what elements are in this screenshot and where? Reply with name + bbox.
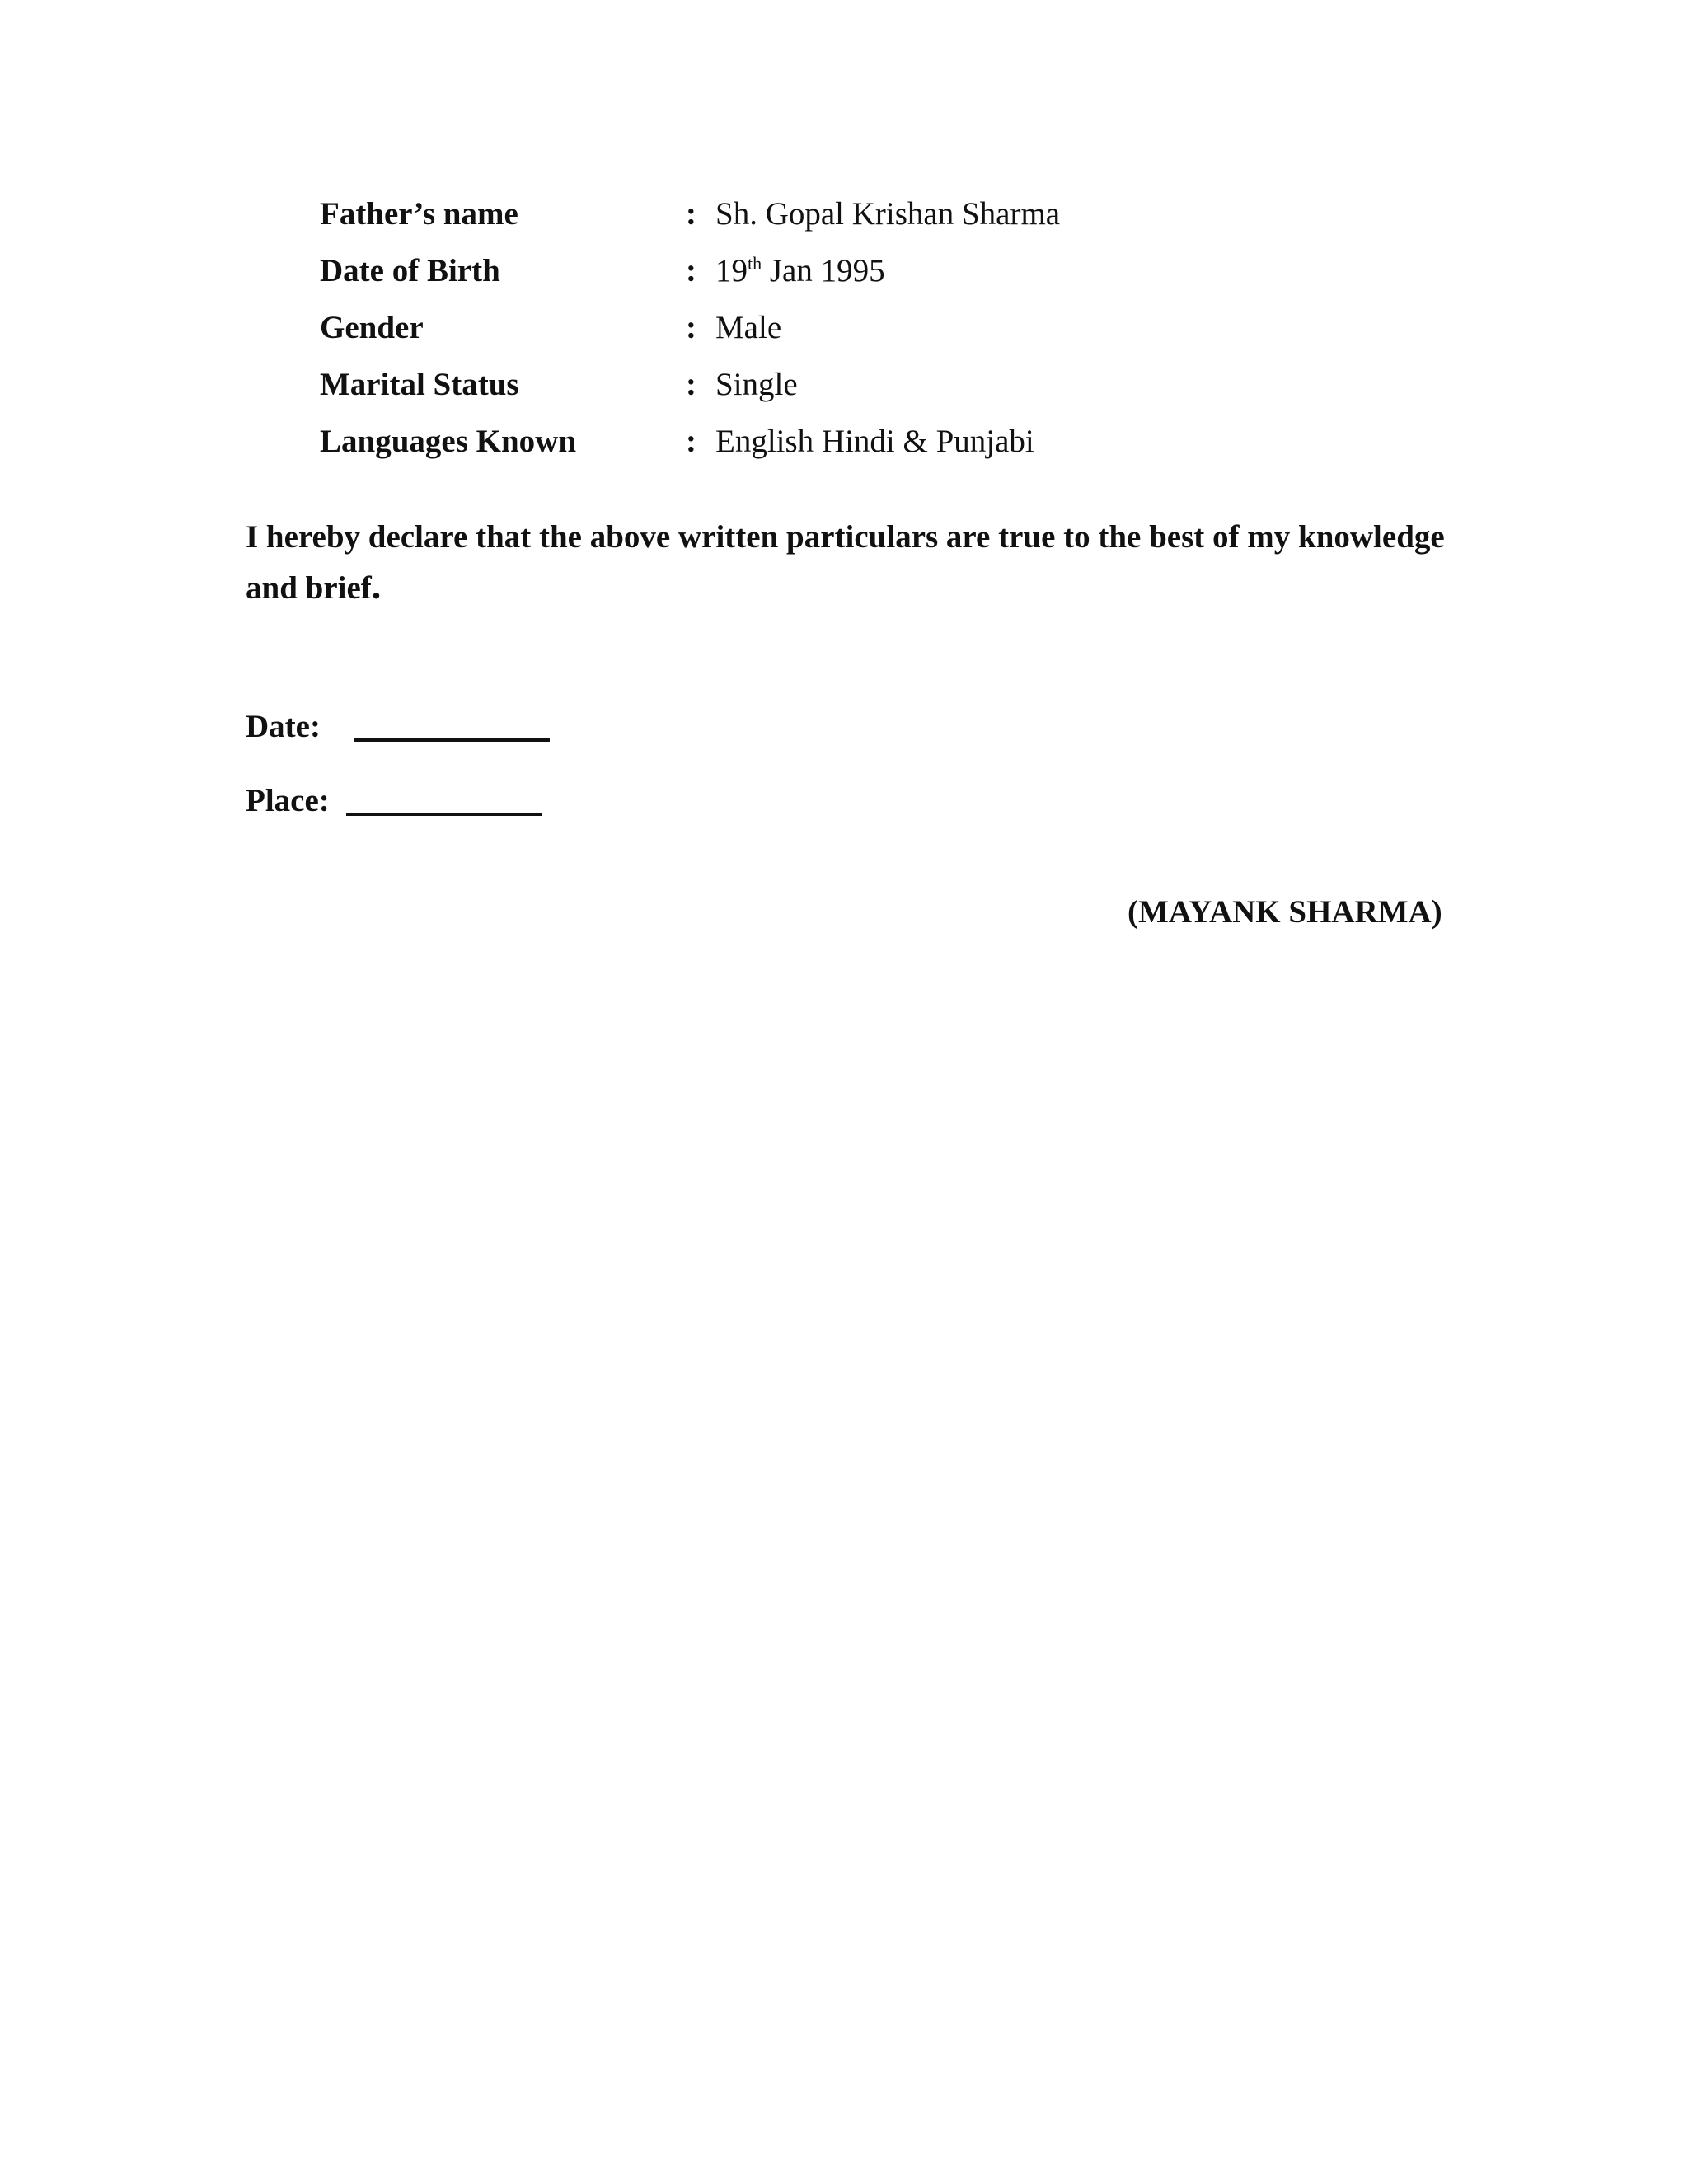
declaration-period: .	[371, 565, 382, 607]
detail-colon: :	[686, 196, 696, 232]
detail-label: Languages Known	[320, 424, 577, 459]
detail-value: English Hindi & Punjabi	[715, 424, 1034, 459]
detail-label: Date of Birth	[320, 253, 500, 288]
place-label: Place:	[246, 783, 330, 818]
detail-value: Single	[715, 367, 798, 402]
date-blank-line	[354, 705, 550, 742]
declaration-paragraph	[246, 513, 1498, 612]
detail-colon: :	[686, 367, 696, 402]
detail-value	[715, 248, 885, 294]
date-field	[246, 705, 550, 748]
detail-label: Marital Status	[320, 367, 519, 402]
detail-row-gender	[320, 305, 1474, 362]
detail-row-date-of-birth	[320, 248, 1474, 305]
detail-colon: :	[686, 310, 696, 345]
personal-details	[320, 191, 1474, 476]
detail-value: Male	[715, 310, 782, 345]
detail-value: Sh. Gopal Krishan Sharma	[715, 196, 1061, 232]
declaration-text: I hereby declare that the above written particulars are true to the best of my knowledge and brief	[246, 519, 1445, 606]
signature-name: (MAYANK SHARMA)	[1128, 894, 1442, 930]
dob-ordinal: th	[748, 253, 762, 274]
detail-colon: :	[686, 253, 696, 288]
detail-row-fathers-name	[320, 191, 1474, 248]
detail-colon: :	[686, 424, 696, 459]
dob-month-year: Jan 1995	[762, 253, 885, 288]
detail-row-languages-known	[320, 419, 1474, 476]
detail-label: Father’s name	[320, 196, 518, 232]
place-blank-line	[346, 780, 542, 816]
date-label: Date:	[246, 709, 321, 744]
detail-label: Gender	[320, 310, 424, 345]
place-field	[246, 780, 542, 822]
dob-day: 19	[715, 253, 748, 288]
detail-row-marital-status	[320, 362, 1474, 419]
